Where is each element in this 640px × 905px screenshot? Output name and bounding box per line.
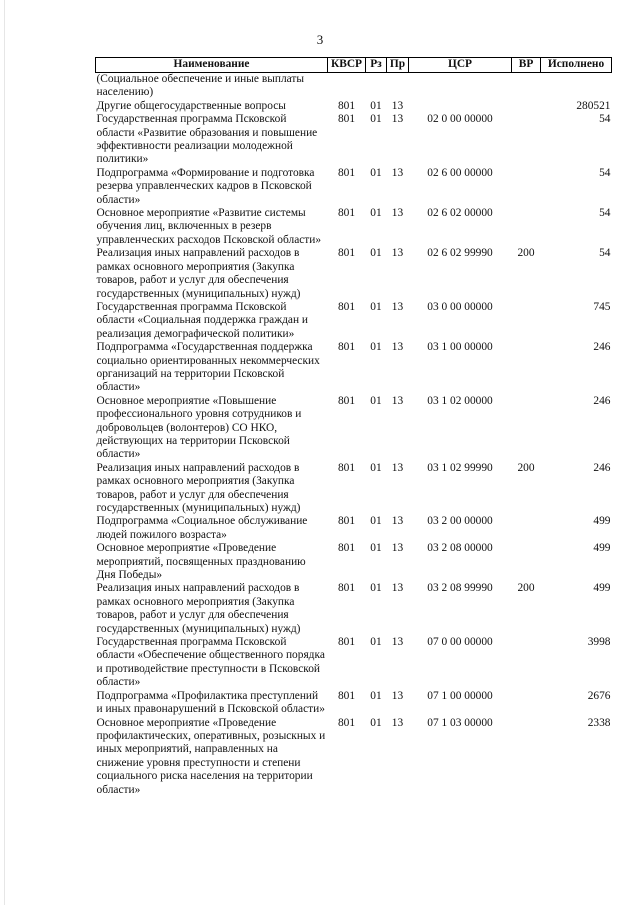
- cell-vr: [512, 341, 541, 395]
- cell-rz: 01: [370, 689, 382, 702]
- cell-rz: 01: [370, 636, 382, 649]
- cell-csr: 02 0 00 00000: [427, 113, 493, 126]
- table-row: [96, 717, 612, 797]
- table-row: [96, 167, 612, 207]
- cell-rz: 01: [370, 300, 382, 313]
- cell-pr: 13: [391, 542, 404, 555]
- table-row: [96, 582, 612, 636]
- cell-vr: [512, 515, 541, 542]
- cell-kvsr: 801: [337, 207, 356, 220]
- table-row: [96, 690, 612, 717]
- cell-csr: [409, 73, 512, 100]
- table-row: [96, 542, 612, 582]
- cell-rz: 01: [370, 716, 382, 729]
- cell-rz: 01: [370, 341, 382, 354]
- cell-name: Подпрограмма «Профилактика преступлений и иных правонарушений в Псковской области»: [96, 689, 325, 716]
- cell-rz: 01: [370, 247, 382, 260]
- header-vr: ВР: [512, 58, 541, 73]
- budget-table: [95, 57, 612, 797]
- cell-kvsr: 801: [337, 394, 356, 407]
- cell-kvsr: [328, 73, 366, 100]
- cell-rz: 01: [370, 207, 382, 220]
- cell-csr: 07 0 00 00000: [427, 636, 493, 649]
- cell-done: 54: [599, 247, 611, 260]
- cell-done: 499: [593, 582, 611, 595]
- cell-pr: 13: [391, 461, 404, 474]
- table-row: [96, 341, 612, 395]
- header-kvsr: КВСР: [328, 58, 366, 73]
- cell-name: Государственная программа Псковской области «Развитие образования и повышение эффективности реализации молодежной политики»: [96, 113, 318, 166]
- cell-kvsr: 801: [337, 113, 356, 126]
- cell-kvsr: 801: [337, 166, 356, 179]
- cell-csr: 03 1 02 00000: [427, 394, 493, 407]
- cell-kvsr: 801: [337, 542, 356, 555]
- table-row: [96, 247, 612, 301]
- cell-done: 499: [593, 542, 611, 555]
- cell-vr: [512, 100, 541, 113]
- cell-vr: 200: [517, 461, 535, 474]
- table-row: [96, 301, 612, 341]
- cell-csr: 03 2 08 00000: [427, 542, 493, 555]
- scan-edge-shadow: [4, 0, 5, 905]
- cell-done: 54: [599, 113, 611, 126]
- cell-pr: 13: [391, 582, 404, 595]
- table-body: [96, 73, 612, 797]
- cell-pr: [387, 73, 409, 100]
- cell-vr: [512, 717, 541, 797]
- cell-csr: 02 6 02 99990: [427, 247, 493, 260]
- cell-done: 246: [593, 461, 611, 474]
- cell-vr: 200: [517, 247, 535, 260]
- cell-vr: 200: [517, 582, 535, 595]
- cell-rz: 01: [370, 166, 382, 179]
- cell-done: 54: [599, 166, 611, 179]
- cell-csr: 03 1 00 00000: [427, 341, 493, 354]
- cell-kvsr: 801: [337, 636, 356, 649]
- cell-done: 499: [593, 515, 611, 528]
- cell-kvsr: 801: [337, 341, 356, 354]
- cell-name: Основное мероприятие «Повышение профессионального уровня сотрудников и добровольцев (волонтеров) СО НКО, действующих на территории Псковской области»: [96, 394, 302, 461]
- cell-pr: 13: [391, 99, 404, 112]
- table-row: [96, 73, 612, 100]
- table-row: [96, 207, 612, 247]
- table-row: [96, 515, 612, 542]
- cell-name: Реализация иных направлений расходов в рамках основного мероприятия (Закупка товаров, работ и услуг для обеспечения государственных (муниципальных) нужд): [96, 461, 301, 514]
- cell-pr: 13: [391, 113, 404, 126]
- cell-name: Другие общегосударственные вопросы: [96, 99, 286, 112]
- cell-pr: 13: [391, 636, 404, 649]
- cell-pr: 13: [391, 166, 404, 179]
- header-rz: Рз: [366, 58, 387, 73]
- cell-rz: 01: [370, 582, 382, 595]
- cell-kvsr: 801: [337, 582, 356, 595]
- cell-pr: 13: [391, 716, 404, 729]
- cell-name: Основное мероприятие «Проведение мероприятий, посвященных празднованию Дня Победы»: [96, 542, 306, 582]
- cell-done: 3998: [587, 636, 611, 649]
- cell-done: 246: [593, 341, 611, 354]
- header-pr: Пр: [387, 58, 409, 73]
- cell-vr: [512, 167, 541, 207]
- cell-kvsr: 801: [337, 461, 356, 474]
- table-row: [96, 100, 612, 113]
- cell-kvsr: 801: [337, 247, 356, 260]
- cell-pr: 13: [391, 207, 404, 220]
- cell-vr: [512, 395, 541, 462]
- table-row: [96, 636, 612, 690]
- cell-vr: [512, 690, 541, 717]
- page-number: 3: [316, 32, 324, 47]
- cell-csr: 02 6 00 00000: [427, 166, 493, 179]
- cell-csr: 07 1 03 00000: [427, 716, 493, 729]
- cell-rz: 01: [370, 113, 382, 126]
- cell-done: 2676: [587, 689, 611, 702]
- cell-name: Государственная программа Псковской области «Социальная поддержка граждан и реализация демографической политики»: [96, 300, 308, 340]
- cell-pr: 13: [391, 247, 404, 260]
- cell-rz: 01: [370, 99, 382, 112]
- cell-name: Основное мероприятие «Развитие системы обучения лиц, включенных в резерв управленческих расходов Псковской области»: [96, 207, 322, 246]
- cell-csr: 03 2 00 00000: [427, 515, 493, 528]
- cell-kvsr: 801: [337, 689, 356, 702]
- table-row: [96, 113, 612, 167]
- cell-pr: 13: [391, 689, 404, 702]
- cell-done: 246: [593, 394, 611, 407]
- cell-rz: 01: [370, 515, 382, 528]
- cell-rz: [366, 73, 387, 100]
- cell-kvsr: 801: [337, 300, 356, 313]
- header-name: Наименование: [96, 58, 328, 73]
- cell-csr: 03 1 02 99990: [427, 461, 493, 474]
- cell-name: (Социальное обеспечение и иные выплаты населению): [96, 73, 305, 99]
- cell-vr: [512, 636, 541, 690]
- cell-rz: 01: [370, 394, 382, 407]
- table-row: [96, 462, 612, 516]
- cell-name: Реализация иных направлений расходов в рамках основного мероприятия (Закупка товаров, работ и услуг для обеспечения государственных (муниципальных) нужд): [96, 582, 301, 635]
- cell-kvsr: 801: [337, 716, 356, 729]
- cell-name: Подпрограмма «Формирование и подготовка резерва управленческих кадров в Псковской области»: [96, 166, 315, 206]
- cell-pr: 13: [391, 300, 404, 313]
- header-csr: ЦСР: [409, 58, 512, 73]
- cell-done: 54: [599, 207, 611, 220]
- cell-pr: 13: [391, 515, 404, 528]
- cell-done: 2338: [587, 716, 611, 729]
- cell-kvsr: 801: [337, 99, 356, 112]
- cell-pr: 13: [391, 394, 404, 407]
- cell-vr: [512, 207, 541, 247]
- table-header-row: [96, 58, 612, 73]
- cell-done: [541, 73, 612, 100]
- cell-name: Подпрограмма «Социальное обслуживание людей пожилого возраста»: [96, 515, 308, 541]
- cell-pr: 13: [391, 341, 404, 354]
- cell-csr: 02 6 02 00000: [427, 207, 493, 220]
- cell-name: Подпрограмма «Государственная поддержка социально ориентированных некоммерческих организаций на территории Псковской области»: [96, 341, 320, 394]
- header-done: Исполнено: [541, 58, 612, 73]
- cell-vr: [512, 113, 541, 167]
- cell-name: Реализация иных направлений расходов в рамках основного мероприятия (Закупка товаров, работ и услуг для обеспечения государственных (муниципальных) нужд): [96, 247, 301, 300]
- cell-name: Основное мероприятие «Проведение профилактических, оперативных, розыскных и иных мероприятий, направленных на снижение уровня преступности и степени социального риска населения на территории области»: [96, 716, 326, 796]
- cell-vr: [512, 73, 541, 100]
- cell-kvsr: 801: [337, 515, 356, 528]
- cell-csr: 07 1 00 00000: [427, 689, 493, 702]
- cell-rz: 01: [370, 461, 382, 474]
- cell-rz: 01: [370, 542, 382, 555]
- cell-done: 280521: [576, 99, 611, 112]
- cell-csr: 03 0 00 00000: [427, 300, 493, 313]
- cell-vr: [512, 542, 541, 582]
- table-row: [96, 395, 612, 462]
- cell-name: Государственная программа Псковской области «Обеспечение общественного порядка и противодействие преступности в Псковской области»: [96, 636, 325, 689]
- cell-done: 745: [593, 300, 611, 313]
- cell-csr: [409, 100, 512, 113]
- cell-csr: 03 2 08 99990: [427, 582, 493, 595]
- cell-vr: [512, 301, 541, 341]
